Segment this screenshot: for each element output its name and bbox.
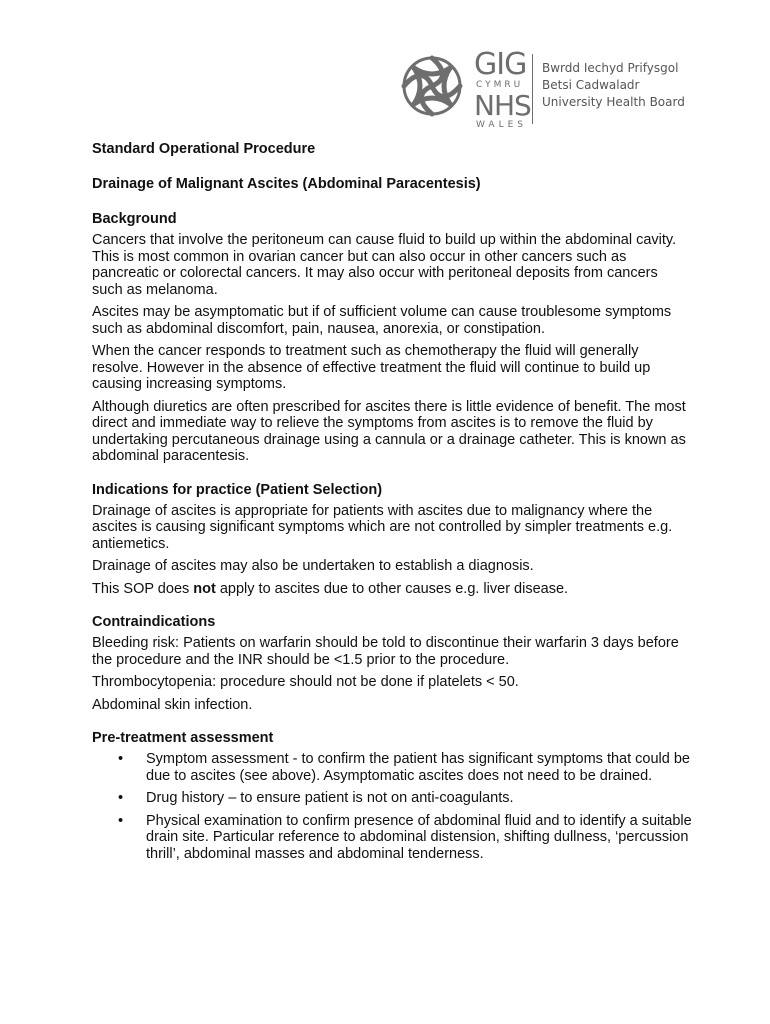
sop-text: This SOP does <box>92 580 194 597</box>
paragraph: Although diuretics are often prescribed for ascites there is little evidence of benefit. The most direct and immediate way to relieve the symptoms from ascites is to remove the fluid by undertaking percutaneous drainage using a cannula or a drainage catheter. This is known as abdominal paracentesis. <box>92 398 686 464</box>
paragraph: Drainage of ascites is appropriate for patients with ascites due to malignancy where the ascites is causing significant symptoms which are not controlled by simpler treatments e.g. antiemetics. <box>92 502 673 552</box>
list-item-text: Symptom assessment - to confirm the patient has significant symptoms that could be due to ascites (see above). Asymptomatic ascites does not need to be drained. <box>146 751 690 784</box>
assessment-list <box>92 751 692 862</box>
org-name-line: Betsi Cadwaladr <box>542 78 640 92</box>
document-subtitle: Drainage of Malignant Ascites (Abdominal Paracentesis) <box>92 176 481 192</box>
org-name-line: University Health Board <box>542 95 685 109</box>
list-item <box>92 790 692 807</box>
section-heading: Indications for practice (Patient Selection) <box>92 481 383 498</box>
section-background <box>92 210 692 465</box>
paragraph: Cancers that involve the peritoneum can cause fluid to build up within the abdominal cavity. This is most common in ovarian cancer but can also occur in other cancers such as pancreatic or colorectal cancers. It may also occur with peritoneal deposits from cancers such as melanoma. <box>92 232 677 298</box>
paragraph: Drainage of ascites may also be undertaken to establish a diagnosis. <box>92 558 534 574</box>
list-item-text: Drug history – to ensure patient is not on anti-coagulants. <box>146 790 514 806</box>
celtic-knot-icon <box>396 50 468 122</box>
section-heading: Pre-treatment assessment <box>92 730 274 746</box>
sop-emphasis: not <box>193 580 216 597</box>
nhs-logo <box>396 48 696 128</box>
logo-cymru-text: CYMRU <box>476 80 524 90</box>
paragraph: Bleeding risk: Patients on warfarin should be told to discontinue their warfarin 3 days before the procedure and the INR should be <1.5 prior to the procedure. <box>92 635 679 668</box>
sop-scope-paragraph <box>92 581 692 598</box>
logo-gig-text: GIG <box>474 47 527 82</box>
paragraph: Thrombocytopenia: procedure should not be done if platelets < 50. <box>92 674 519 690</box>
list-item <box>92 813 692 863</box>
paragraph: Ascites may be asymptomatic but if of sufficient volume can cause troublesome symptoms such as abdominal discomfort, pain, nausea, anorexia, or constipation. <box>92 304 672 337</box>
logo-wales-text: WALES <box>476 120 527 130</box>
org-name-line: Bwrdd Iechyd Prifysgol <box>542 61 679 75</box>
organisation-name <box>542 60 685 111</box>
list-item-text: Physical examination to confirm presence of abdominal fluid and to identify a suitable drain site. Particular reference to abdominal distension, shifting dullness, ‘percussion thrill’, abdominal masses and abdominal tenderness. <box>146 812 692 862</box>
logo-nhs-text: NHS <box>474 89 531 122</box>
section-heading: Contraindications <box>92 614 216 630</box>
document-body <box>92 140 692 878</box>
list-item <box>92 751 692 784</box>
section-contraindications <box>92 613 692 713</box>
section-pretreatment <box>92 729 692 862</box>
paragraph: Abdominal skin infection. <box>92 696 253 713</box>
section-heading: Background <box>92 211 177 227</box>
section-indications <box>92 481 692 598</box>
sop-text: apply to ascites due to other causes e.g. liver disease. <box>215 580 569 597</box>
bullet-icon: • <box>118 812 124 829</box>
bullet-icon: • <box>118 790 124 806</box>
bullet-icon: • <box>118 751 124 767</box>
paragraph: When the cancer responds to treatment such as chemotherapy the fluid will generally resolve. However in the absence of effective treatment the fluid will continue to build up causing increasing symptoms. <box>92 343 651 392</box>
logo-divider <box>532 54 533 124</box>
document-title: Standard Operational Procedure <box>92 141 316 157</box>
